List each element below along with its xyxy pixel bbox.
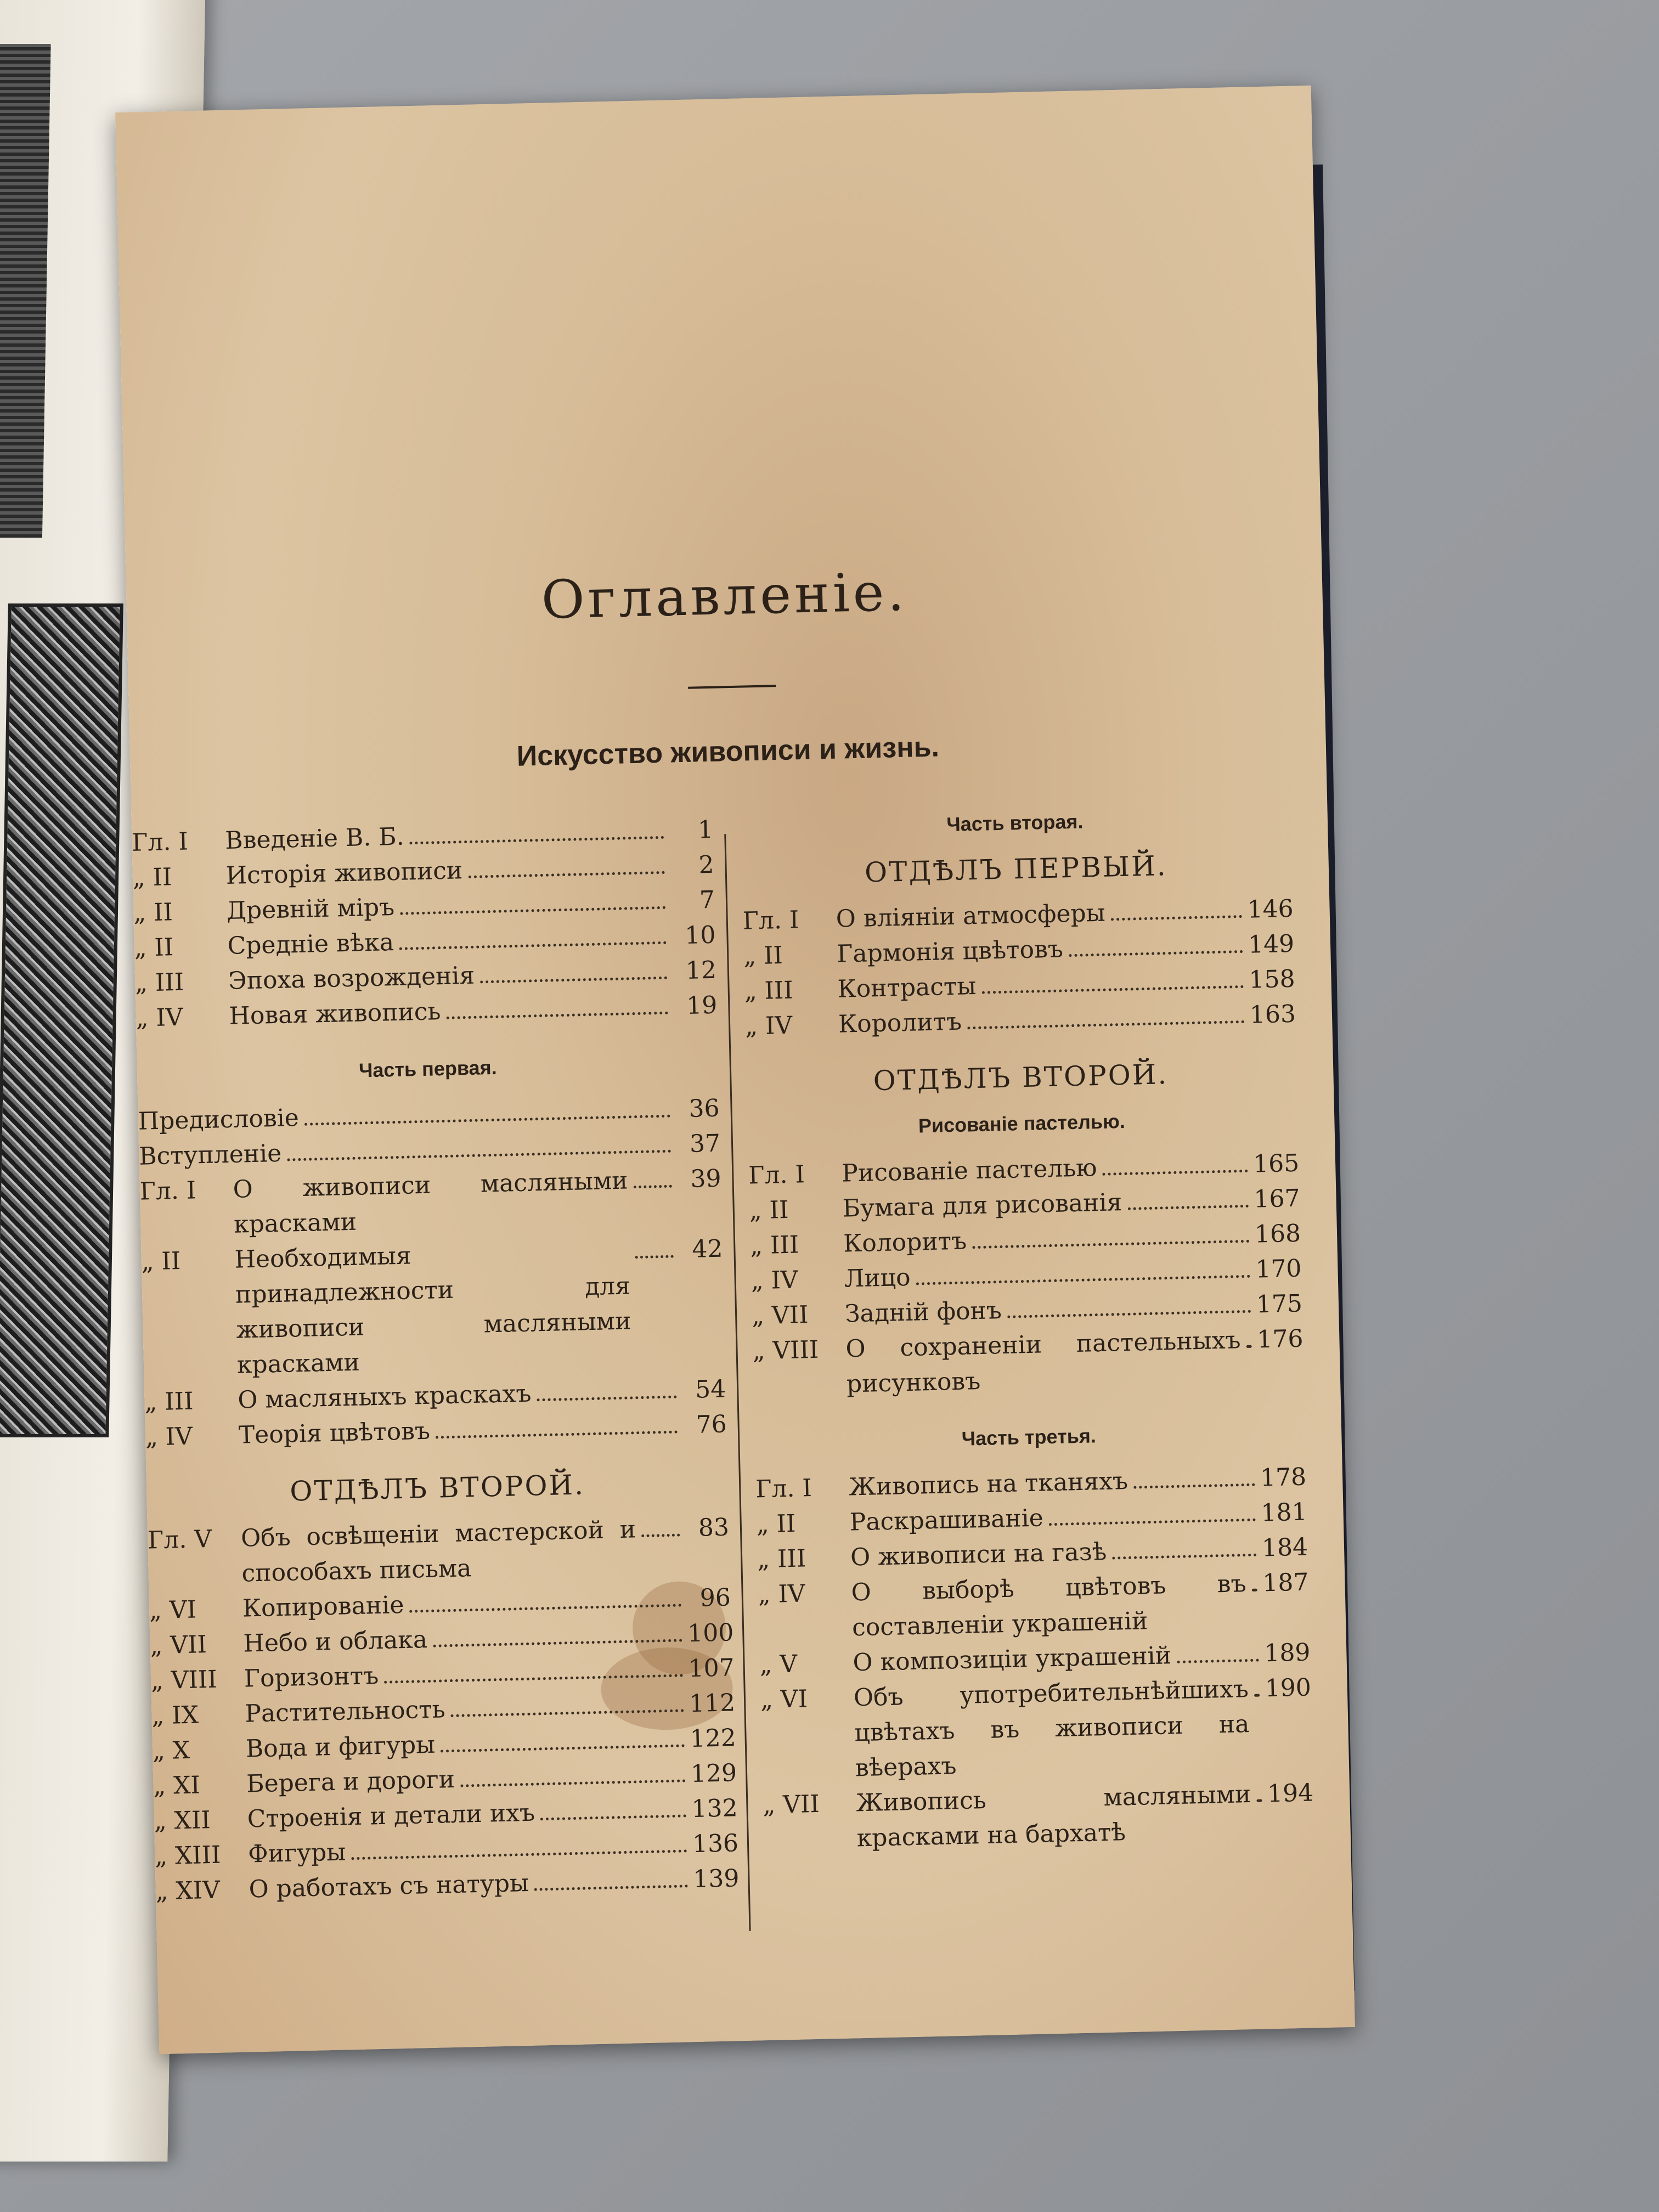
toc-entry: „ II Исторія живописи 2 [132, 850, 715, 892]
toc-entry: „ IV Теорія цвѣтовъ 76 [145, 1410, 727, 1452]
toc-section-pastel [748, 1146, 1302, 1404]
toc-entry: „ XI Берега и дороги 129 [153, 1759, 737, 1801]
book-title: Искусство живописи и жизнь. [516, 731, 940, 772]
title-rule [688, 685, 776, 689]
toc-right-column [740, 799, 1312, 1858]
toc-entry: „ II Необходимыя принадлежности для живописи масляными красками 42 [141, 1234, 723, 1379]
section-heading: Часть первая. [358, 1056, 498, 1082]
toc-entry: Предисловіе 36 [138, 1094, 720, 1136]
section-subheading: Рисованіе пастелью. [918, 1109, 1126, 1137]
toc-entry: „ VIII Горизонтъ 107 [150, 1654, 735, 1695]
toc-entry: Гл. I Рисованіе пастелью 165 [748, 1149, 1300, 1190]
toc-entry: Гл. V Объ освѣщеніи мастерской и способахъ письма 83 [147, 1513, 730, 1588]
toc-entry: „ VII Задній фонъ 175 [751, 1289, 1303, 1330]
toc-entry: „ VII Небо и облака 100 [149, 1618, 734, 1660]
toc-entry: Гл. I О вліяніи атмосферы 146 [742, 894, 1294, 935]
toc-entry: „ XIII Фигуры 136 [154, 1829, 739, 1871]
engraving-illustration [0, 603, 123, 1437]
toc-entry: Гл. I О живописи масляными красками 39 [139, 1164, 722, 1239]
toc-entry: „ III Контрасты 158 [744, 964, 1296, 1006]
toc-entry: „ XII Строенія и детали ихъ 132 [154, 1794, 738, 1836]
section-heading: ОТДѢЛЪ ПЕРВЫЙ. [864, 850, 1168, 889]
section-heading: ОТДѢЛЪ ВТОРОЙ. [873, 1058, 1169, 1097]
toc-entry: „ II Раскрашиваніе 181 [756, 1498, 1308, 1539]
toc-entry: „ III Эпоха возрожденія 12 [134, 956, 717, 997]
toc-entry: „ IV Новая живопись 19 [136, 991, 718, 1032]
toc-entry: „ VII Живопись масляными красками на бархатѣ 194 [762, 1779, 1314, 1853]
section-heading: Часть третья. [961, 1424, 1097, 1450]
toc-entry: „ IV Лицо 170 [751, 1254, 1302, 1295]
section-heading: ОТДѢЛЪ ВТОРОЙ. [289, 1469, 585, 1508]
toc-entry: „ X Вода и фигуры 122 [152, 1724, 737, 1765]
toc-entry: „ II Бумага для рисованія 167 [749, 1184, 1301, 1225]
toc-entry: „ II Средніе вѣка 10 [134, 921, 716, 962]
toc-entry: „ IV О выборѣ цвѣтовъ въ составленіи украшеній 187 [758, 1568, 1310, 1642]
toc-section-part1 [138, 1091, 727, 1455]
toc-entry: „ IV Королитъ 163 [744, 1000, 1296, 1041]
toc-entry: Вступленіе 37 [138, 1129, 721, 1171]
toc-entry: „ XIV О работахъ съ натуры 139 [155, 1864, 740, 1906]
toc-entry: Гл. I Введеніе В. Б. 1 [131, 815, 714, 857]
toc-entry: „ III О масляныхъ краскахъ 54 [144, 1375, 726, 1417]
toc-section-dept2 [147, 1510, 740, 1909]
toc-left-column [132, 812, 738, 1910]
toc-section-intro [132, 812, 718, 1036]
toc-entry: „ III О живописи на газѣ 184 [757, 1533, 1308, 1574]
page-title: Оглавленіе. [540, 561, 909, 631]
toc-entry: „ VI Объ употребительнѣйшихъ цвѣтахъ въ живописи на вѣерахъ 190 [760, 1673, 1312, 1782]
toc-entry: „ IX Растительность 112 [151, 1689, 736, 1730]
toc-section-dept1 [742, 891, 1294, 1045]
contents-page [115, 86, 1355, 2055]
toc-entry: „ II Древній міръ 7 [133, 885, 715, 927]
engraving-illustration [0, 44, 51, 538]
toc-entry: „ III Колоритъ 168 [749, 1219, 1301, 1260]
toc-entry: „ VI Копированіе 96 [149, 1583, 731, 1625]
section-heading: Часть вторая. [946, 810, 1084, 836]
toc-entry: Гл. I Живопись на тканяхъ 178 [755, 1463, 1307, 1504]
toc-entry: „ V О композиціи украшеній 189 [759, 1638, 1311, 1679]
toc-section-part3 [755, 1460, 1313, 1859]
toc-entry: „ II Гармонія цвѣтовъ 149 [743, 929, 1295, 970]
toc-entry: „ VIII О сохраненіи пастельныхъ рисунковъ 176 [752, 1324, 1304, 1398]
